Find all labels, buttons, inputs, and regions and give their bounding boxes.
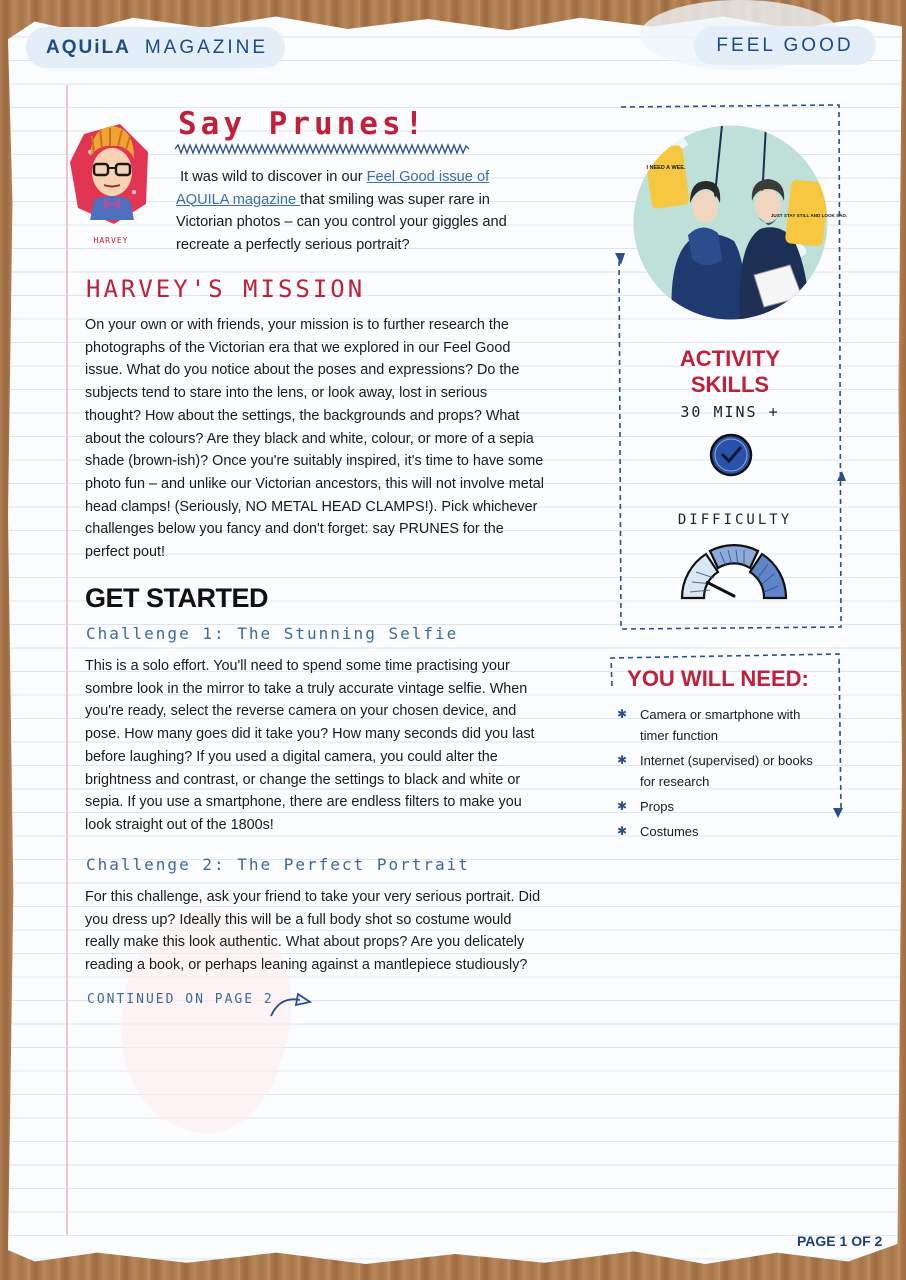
- victorian-portrait-illustration: [632, 125, 848, 320]
- feel-good-issue-link[interactable]: Feel Good issue of AQUILA magazine: [176, 169, 490, 208]
- supplies-item-label: Internet (supervised) or books for research: [640, 753, 813, 789]
- continued-link[interactable]: CONTINUED ON PAGE 2: [87, 992, 274, 1007]
- supplies-item: [617, 750, 817, 792]
- gauge-needle: [707, 582, 734, 596]
- clock-icon: [708, 432, 754, 478]
- challenge1-heading: Challenge 1: The Stunning Selfie: [86, 624, 459, 643]
- margin-line: [66, 85, 68, 1235]
- supplies-item-label: Camera or smartphone with timer function: [640, 707, 801, 743]
- time-required: 30 MINS +: [680, 403, 780, 421]
- magazine-brand-pill: [26, 27, 285, 68]
- you-will-need-heading: YOU WILL NEED:: [627, 666, 809, 691]
- supplies-item-label: Costumes: [640, 824, 699, 839]
- harvey-avatar: [70, 122, 152, 246]
- supplies-list: [617, 704, 817, 846]
- asterisk-bullet-icon: ✱: [617, 707, 628, 721]
- supplies-item: [617, 704, 817, 746]
- intro-text-start: It was wild to discover in our: [180, 169, 367, 185]
- brand-suffix: MAGAZINE: [144, 36, 269, 58]
- get-started-heading: GET STARTED: [85, 583, 268, 613]
- difficulty-gauge: [676, 538, 792, 602]
- title-underline-scribble: [175, 143, 471, 155]
- intro-paragraph: [176, 166, 516, 256]
- asterisk-bullet-icon: ✱: [617, 799, 628, 813]
- difficulty-label: DIFFICULTY: [677, 512, 793, 528]
- avatar-name: HARVEY: [93, 236, 129, 245]
- section-pill: [694, 26, 876, 65]
- curved-arrow-icon: [268, 988, 314, 1018]
- activity-skills-heading: ACTIVITY SKILLS: [679, 346, 781, 397]
- intro-text-end: that smiling was super rare in Victorian photos – can you control your giggles and recreate a perfectly serious portrait?: [176, 191, 507, 253]
- supplies-item: [617, 796, 817, 817]
- asterisk-bullet-icon: ✱: [617, 824, 628, 838]
- speech-bubble-left: I NEED A WEE.: [646, 165, 686, 171]
- asterisk-bullet-icon: ✱: [617, 753, 628, 767]
- mission-heading: HARVEY'S MISSION: [86, 275, 366, 303]
- speech-bubble-right: JUST STAY STILL AND LOOK SAD.: [770, 213, 848, 218]
- section-label: FEEL GOOD: [716, 34, 854, 56]
- challenge2-heading: Challenge 2: The Perfect Portrait: [86, 855, 470, 874]
- article-title: Say Prunes!: [178, 106, 428, 142]
- brand-name: AQUiLA: [46, 36, 131, 58]
- mission-paragraph: On your own or with friends, your mission is to further research the photographs of the Victorian era that we explored in our Feel Good issue. What do you notice about the poses and expressions? Do the subjects tend to stare into the lens, or look away, lost in serious thought? How about the settings, the backgrounds and props? What about the colours? Are they black and white, colour, or more of a sepia shade (brown-ish)? Once you're suitably inspired, it's time to have some photo fun – and unlike our Victorian ancestors, this will not involve metal head clamps! (Seriously, NO METAL HEAD CLAMPS!). Pick whichever challenges below you fancy and don't forget: say PRUNES for the perfect pout!: [85, 317, 544, 561]
- page-number: PAGE 1 OF 2: [797, 1233, 883, 1249]
- supplies-item: [617, 821, 817, 842]
- supplies-item-label: Props: [640, 799, 674, 814]
- challenge2-paragraph: For this challenge, ask your friend to take your very serious portrait. Did you dress up? Ideally this will be a full body shot so costume would really make this look authentic. What about props? Are you delicately reading a book, or perhaps leaning against a mantlepiece studiously?: [85, 889, 541, 974]
- challenge1-paragraph: This is a solo effort. You'll need to spend some time practising your sombre look in the mirror to take a truly accurate vintage selfie. When you're ready, select the reverse camera on your chosen device, and pose. How many goes did it take you? How many seconds did you last before laughing? If you used a digital camera, you could alter the brightness and contrast, or change the settings to black and white or sepia. If you use a smartphone, there are endless filters to make you look straight out of the 1800s!: [85, 658, 535, 833]
